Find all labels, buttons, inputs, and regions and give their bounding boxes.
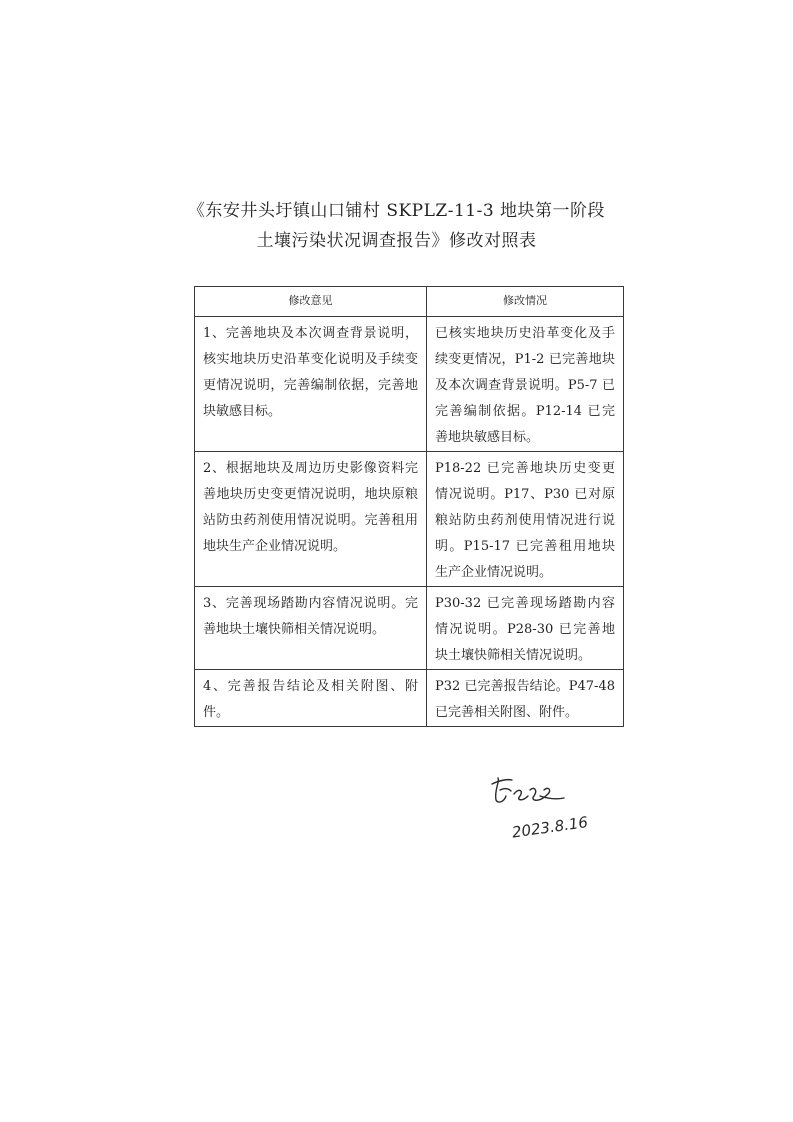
document-title-line-2: 土壤污染状况调查报告》修改对照表 bbox=[256, 231, 537, 251]
status-cell: P18-22 已完善地块历史变更情况说明。P17、P30 已对原粮站防虫药剂使用情况进行说明。P15-17 已完善租用地块生产企业情况说明。 bbox=[427, 452, 624, 587]
signature-date bbox=[511, 813, 589, 841]
table-row bbox=[195, 452, 624, 587]
table-header-row bbox=[195, 287, 624, 317]
header-opinion: 修改意见 bbox=[195, 287, 427, 317]
document-title-line-1: 《东安井头圩镇山口铺村 SKPLZ-11-3 地块第一阶段 bbox=[187, 201, 606, 221]
status-cell: P32 已完善报告结论。P47-48 已完善相关附图、附件。 bbox=[427, 670, 624, 727]
handwritten-signature bbox=[478, 760, 608, 850]
table-row bbox=[195, 670, 624, 727]
header-status: 修改情况 bbox=[427, 287, 624, 317]
table-row bbox=[195, 317, 624, 452]
status-cell: P30-32 已完善现场踏勘内容情况说明。P28-30 已完善地块土壤快筛相关情况说明。 bbox=[427, 587, 624, 670]
table-row bbox=[195, 587, 624, 670]
opinion-cell: 3、完善现场踏勘内容情况说明。完善地块土壤快筛相关情况说明。 bbox=[195, 587, 427, 670]
svg-text:2023.8.16: 2023.8.16 bbox=[510, 813, 589, 842]
signature-image bbox=[478, 760, 608, 850]
opinion-cell: 4、完善报告结论及相关附图、附件。 bbox=[195, 670, 427, 727]
opinion-cell: 1、完善地块及本次调查背景说明，核实地块历史沿革变化说明及手续变更情况说明，完善编制依据，完善地块敏感目标。 bbox=[195, 317, 427, 452]
status-cell: 已核实地块历史沿革变化及手续变更情况，P1-2 已完善地块及本次调查背景说明。P5-7 已完善编制依据。P12-14 已完善地块敏感目标。 bbox=[427, 317, 624, 452]
opinion-cell: 2、根据地块及周边历史影像资料完善地块历史变更情况说明，地块原粮站防虫药剂使用情况说明。完善租用地块生产企业情况说明。 bbox=[195, 452, 427, 587]
revision-comparison-table bbox=[194, 286, 624, 727]
